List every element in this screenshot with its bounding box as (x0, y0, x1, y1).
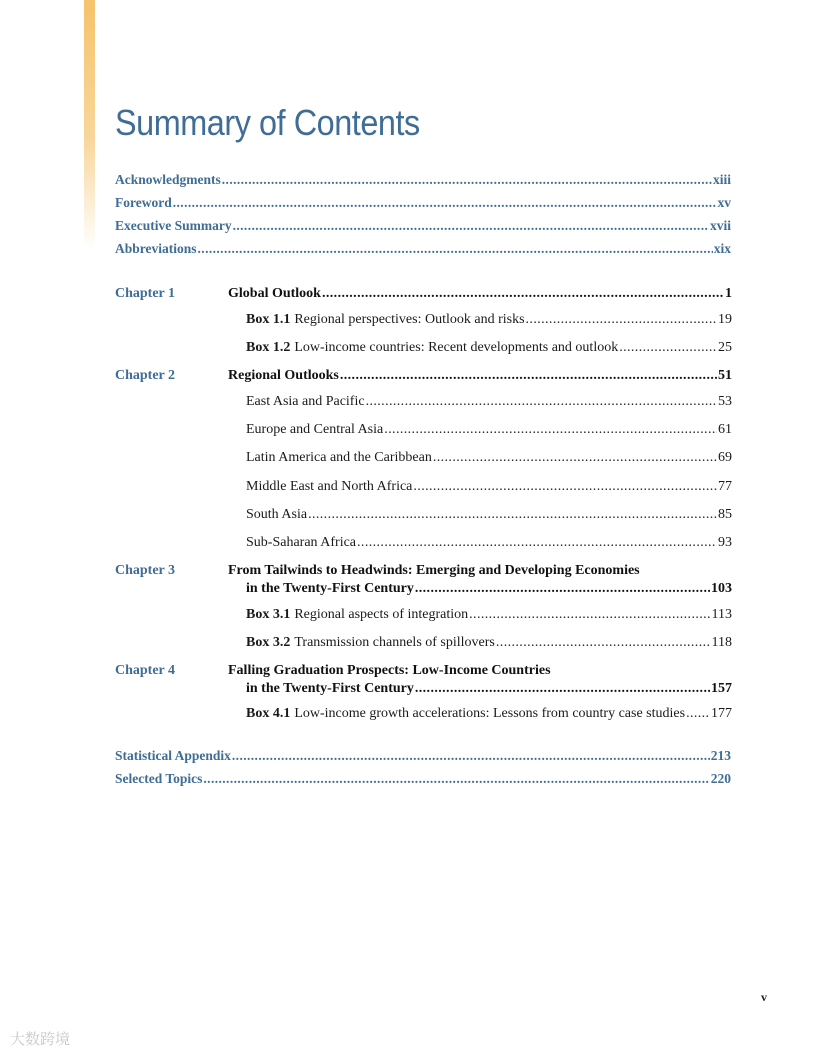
toc-entry-abbreviations[interactable] (115, 241, 731, 257)
toc-entry-page: 213 (710, 748, 731, 763)
dot-leader (413, 479, 717, 495)
toc-entry-acknowledgments[interactable] (115, 172, 731, 188)
toc-entry-box-3-2[interactable] (246, 635, 732, 651)
page-title: Summary of Contents (115, 102, 420, 143)
decorative-stripe (84, 0, 95, 250)
toc-entry-label: South Asia (246, 507, 308, 522)
toc-entry-page: xv (717, 195, 731, 210)
toc-entry-page: 25 (718, 340, 732, 355)
chapter-4-label: Chapter 4 (115, 663, 176, 678)
dot-leader (322, 286, 724, 302)
toc-entry-page: 220 (710, 771, 731, 786)
toc-entry-page: 113 (711, 607, 732, 622)
dot-leader (222, 172, 712, 188)
toc-entry-page: 61 (718, 422, 732, 437)
dot-leader (366, 394, 717, 410)
toc-entry-box-3-1[interactable] (246, 607, 732, 623)
toc-entry-middle-east-north-africa[interactable] (246, 479, 732, 495)
toc-entry-label: in the Twenty-First Century (246, 581, 414, 596)
toc-entry-page: 53 (718, 394, 732, 409)
toc-entry-page: 19 (718, 312, 732, 327)
dot-leader (198, 241, 713, 257)
toc-entry-page: 118 (711, 635, 732, 650)
toc-entry-chapter-2[interactable] (228, 368, 732, 384)
toc-entry-label: Middle East and North Africa (246, 479, 413, 494)
toc-entry-page: xix (713, 241, 731, 256)
toc-entry-statistical-appendix[interactable] (115, 748, 731, 764)
toc-entry-box-1-2[interactable] (246, 340, 732, 356)
dot-leader (619, 340, 717, 356)
toc-entry-label: Latin America and the Caribbean (246, 450, 432, 465)
toc-entry-label: East Asia and Pacific (246, 394, 365, 409)
toc-entry-label: Selected Topics (115, 771, 203, 786)
toc-entry-foreword[interactable] (115, 195, 731, 211)
dot-leader (203, 771, 709, 787)
dot-leader (232, 748, 710, 764)
toc-entry-label: Global Outlook (228, 286, 321, 301)
toc-entry-box-1-1[interactable] (246, 312, 732, 328)
dot-leader (233, 218, 709, 234)
toc-entry-east-asia-pacific[interactable] (246, 394, 732, 410)
toc-entry-label: Sub-Saharan Africa (246, 535, 357, 550)
dot-leader (415, 681, 710, 697)
toc-entry-label: Regional perspectives: Outlook and risks (294, 312, 525, 327)
toc-entry-page: 51 (718, 368, 732, 383)
dot-leader (308, 507, 717, 523)
toc-entry-label: Regional aspects of integration (294, 607, 469, 622)
toc-entry-sub-saharan-africa[interactable] (246, 535, 732, 551)
box-label: Box 1.1 (246, 312, 291, 327)
toc-entry-south-asia[interactable] (246, 507, 732, 523)
box-label: Box 3.1 (246, 607, 291, 622)
toc-entry-page: 103 (711, 581, 732, 596)
chapter-3-label: Chapter 3 (115, 563, 176, 578)
toc-entry-label: Europe and Central Asia (246, 422, 384, 437)
dot-leader (526, 312, 717, 328)
toc-entry-europe-central-asia[interactable] (246, 422, 732, 438)
page-number: v (761, 990, 767, 1004)
toc-entry-page: 1 (725, 286, 732, 301)
toc-entry-label: Statistical Appendix (115, 748, 231, 763)
toc-entry-label: Foreword (115, 195, 172, 210)
chapter-3-title-line1[interactable]: From Tailwinds to Headwinds: Emerging and Developing Economies (228, 563, 640, 578)
dot-leader (433, 450, 717, 466)
dot-leader (686, 706, 710, 722)
toc-entry-page: 85 (718, 507, 732, 522)
box-label: Box 3.2 (246, 635, 291, 650)
chapter-2-label: Chapter 2 (115, 368, 176, 383)
toc-entry-page: xvii (709, 218, 731, 233)
toc-entry-label: Regional Outlooks (228, 368, 339, 383)
box-label: Box 1.2 (246, 340, 291, 355)
toc-entry-label: Low-income countries: Recent developments and outlook (294, 340, 619, 355)
dot-leader (340, 368, 717, 384)
toc-entry-label: Acknowledgments (115, 172, 221, 187)
dot-leader (469, 607, 710, 623)
dot-leader (415, 581, 710, 597)
box-label: Box 4.1 (246, 706, 291, 721)
dot-leader (496, 635, 711, 651)
toc-entry-page: 77 (718, 479, 732, 494)
toc-entry-label: Transmission channels of spillovers (294, 635, 495, 650)
toc-entry-page: 69 (718, 450, 732, 465)
dot-leader (357, 535, 717, 551)
toc-entry-page: 177 (711, 706, 732, 721)
toc-entry-page: xiii (712, 172, 731, 187)
watermark: 大数跨境 (10, 1030, 71, 1048)
toc-entry-box-4-1[interactable] (246, 706, 732, 722)
dot-leader (384, 422, 717, 438)
toc-entry-chapter-1[interactable] (228, 286, 732, 302)
toc-entry-latin-america-caribbean[interactable] (246, 450, 732, 466)
chapter-1-label: Chapter 1 (115, 286, 176, 301)
toc-entry-page: 93 (718, 535, 732, 550)
toc-entry-executive-summary[interactable] (115, 218, 731, 234)
toc-entry-page: 157 (711, 681, 732, 696)
toc-entry-label: in the Twenty-First Century (246, 681, 414, 696)
toc-entry-label: Low-income growth accelerations: Lessons from country case studies (294, 706, 686, 721)
toc-entry-label: Executive Summary (115, 218, 232, 233)
chapter-4-title-line1[interactable]: Falling Graduation Prospects: Low-Income Countries (228, 663, 551, 678)
toc-entry-chapter-4[interactable] (246, 681, 732, 697)
toc-entry-selected-topics[interactable] (115, 771, 731, 787)
dot-leader (173, 195, 717, 211)
toc-entry-label: Abbreviations (115, 241, 197, 256)
toc-entry-chapter-3[interactable] (246, 581, 732, 597)
